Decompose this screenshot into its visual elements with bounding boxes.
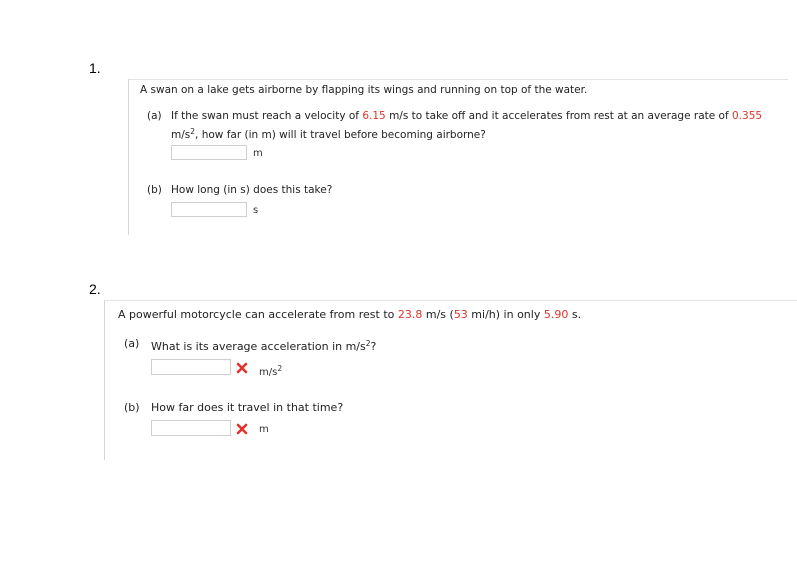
part-label: (a) xyxy=(147,110,162,122)
unit-label: $m/s^2$ xyxy=(259,364,283,378)
part-label: (a) xyxy=(124,337,140,350)
problem-2-container xyxy=(104,300,797,460)
given-value: 0.355 xyxy=(732,110,763,122)
part-question: What is its average acceleration in $m/s^2$? xyxy=(151,339,377,353)
answer-input[interactable] xyxy=(171,202,247,217)
part-label: (b) xyxy=(124,401,140,414)
unit-label: s xyxy=(253,205,259,216)
problem-intro: A powerful motorcycle can accelerate from rest to 23.8 m/s (53 mi/h) in only 5.90 s. xyxy=(118,308,582,321)
unit-label: m xyxy=(259,424,269,435)
x-icon xyxy=(236,362,248,374)
problem-intro: A swan on a lake gets airborne by flapping its wings and running on top of the water. xyxy=(140,84,588,96)
unit-label: m xyxy=(253,148,263,159)
given-value: 53 xyxy=(453,308,468,321)
given-value: 23.8 xyxy=(397,308,423,321)
answer-input[interactable] xyxy=(151,359,231,375)
answer-input[interactable] xyxy=(171,145,247,160)
part-question: How far does it travel in that time? xyxy=(151,401,344,414)
x-icon xyxy=(236,423,248,435)
given-value: 5.90 xyxy=(543,308,569,321)
problem-number: 1. xyxy=(89,60,101,76)
part-question: If the swan must reach a velocity of 6.15 m/s to take off and it accelerates from rest at an average rate of 0.355 xyxy=(171,110,763,122)
given-value: 6.15 xyxy=(362,110,386,122)
part-question: How long (in s) does this take? xyxy=(171,184,333,196)
problem-number: 2. xyxy=(89,281,101,297)
part-question-continued: $m/s^2$, how far (in m) will it travel before becoming airborne? xyxy=(171,127,486,141)
part-label: (b) xyxy=(147,184,162,196)
answer-input[interactable] xyxy=(151,420,231,436)
